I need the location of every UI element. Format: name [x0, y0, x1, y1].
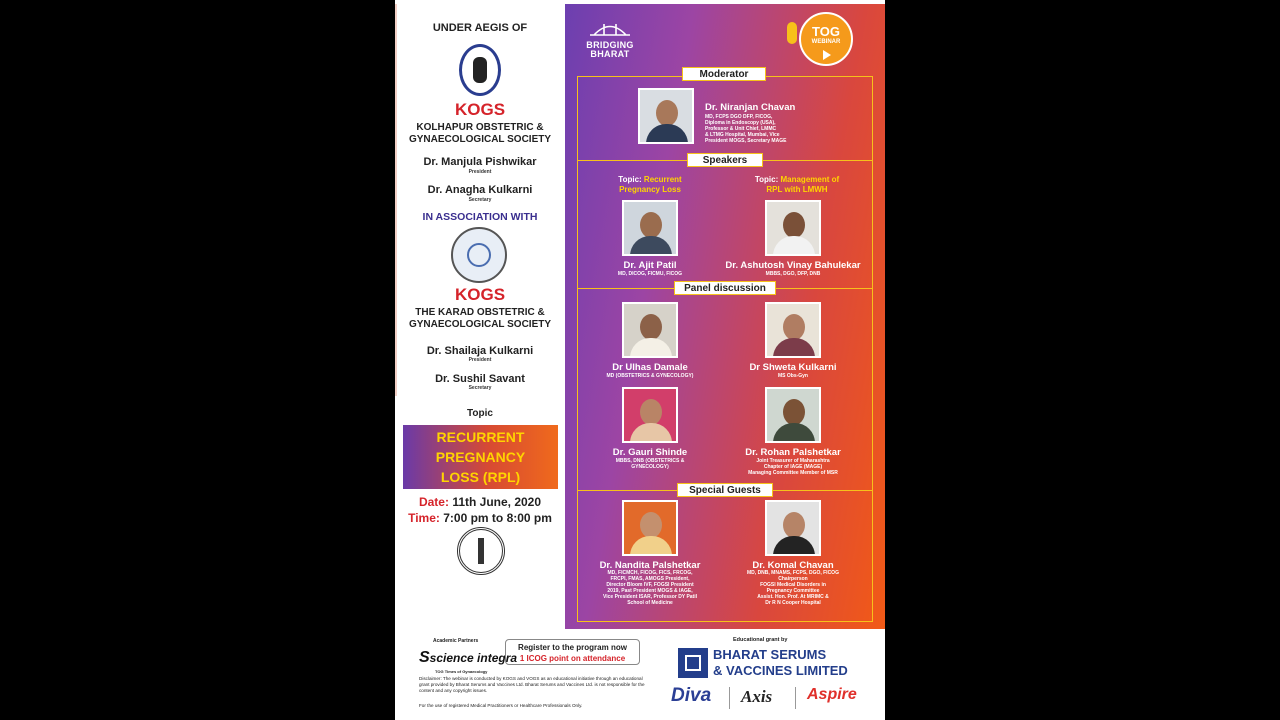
karad-secretary-role: Secretary	[468, 385, 492, 391]
webinar-label: WEBINAR	[811, 39, 841, 45]
panel-heading: Panel discussion	[674, 281, 776, 295]
moderator-credentials: MD, FCPS DGO DFP, FICOG, Diploma in Endoscopy (USA), Professor & Unit Chief, LMMC & LTMG Hospital, Mumbai, Vice President MOGS, Secretary MAGE	[705, 114, 787, 144]
guest-2-name: Dr. Komal Chavan	[752, 560, 834, 571]
karad-president-name: Dr. Shailaja Kulkarni	[426, 345, 534, 357]
date-value: 11th June, 2020	[452, 495, 542, 509]
kogs-karad-title: KOGS	[454, 285, 506, 304]
aspire-brand-logo: Aspire	[807, 686, 857, 703]
guests-heading: Special Guests	[677, 483, 773, 497]
panelist-2-name: Dr Shweta Kulkarni	[749, 362, 837, 373]
bharat-serums-logo-icon	[678, 648, 708, 678]
panelist-1-name: Dr Ulhas Damale	[612, 362, 688, 373]
register-callout[interactable]	[505, 639, 640, 665]
bridge-icon	[588, 20, 632, 36]
moderator-heading: Moderator	[682, 67, 766, 81]
topic-line-1: RECURRENT	[436, 429, 525, 445]
guest-2-photo	[765, 500, 821, 556]
karad-secretary-name: Dr. Sushil Savant	[435, 373, 525, 385]
speaker-2-topic: Topic: Management of RPL with LMWH	[754, 175, 840, 194]
bharat-serums-name: BHARAT SERUMS & VACCINES LIMITED	[713, 647, 848, 678]
panelist-3-name: Dr. Gauri Shinde	[612, 447, 688, 458]
kogs-kolhapur-logo	[459, 44, 501, 96]
register-line-2: 1 ICOG point on attendance	[519, 654, 626, 663]
association-heading: IN ASSOCIATION WITH	[422, 211, 538, 223]
event-time	[395, 511, 565, 525]
play-icon	[823, 50, 831, 60]
kolhapur-society-line2: GYNAECOLOGICAL SOCIETY	[408, 134, 552, 145]
kolhapur-president-name: Dr. Manjula Pishwikar	[423, 156, 537, 168]
kogs-karad-logo	[451, 227, 507, 283]
panelist-4-name: Dr. Rohan Palshetkar	[745, 447, 841, 458]
brand-divider	[795, 687, 796, 709]
kolhapur-society-line1: KOLHAPUR OBSTETRIC &	[416, 122, 544, 133]
microphone-icon	[787, 22, 797, 44]
guest-1-name: Dr. Nandita Palshetkar	[599, 560, 701, 571]
topic-label: Topic	[467, 408, 493, 419]
diva-brand-logo: Diva	[671, 685, 712, 706]
guest-1-credentials: MD, FICMCH, FICOG, FICS, FRCOG, FRCPI, FMAS, AMOGS President, Director Bloom IVF, FOGSI President 2019, Past President MOGS & IAGE, Vice President ISAR, Professor DY Patil School of Medicine	[602, 570, 698, 606]
moderator-photo	[638, 88, 694, 144]
disclaimer-text: Disclaimer: The webinar is conducted by KOGS and VOGS as an educational initiative through an educational grant provided by Bharat Serums and Vaccines Ltd. Bharat Serums and Vaccines Ltd. is not responsible for the content and any copyright issues.	[419, 676, 645, 693]
bharat-word: BHARAT	[590, 49, 630, 59]
panelist-3-photo	[622, 387, 678, 443]
topic-line-2: PREGNANCY	[435, 449, 526, 465]
science-integra-logo: Sscience integra	[419, 649, 518, 666]
panelist-1-photo	[622, 302, 678, 358]
poster-footer	[395, 629, 885, 720]
time-value: 7:00 pm to 8:00 pm	[443, 511, 552, 525]
usage-note: For the use of registered Medical Practitioners or Healthcare Professionals Only.	[419, 703, 583, 708]
speakers-heading: Speakers	[687, 153, 763, 167]
guest-1-photo	[622, 500, 678, 556]
speaker-1-credentials: MD, DICOG, FICMU, FICOG	[617, 271, 683, 277]
panelist-4-credentials: Joint Treasurer of Maharashtra Chapter of IAGE (MAGE) Managing Committee Member of MSR	[748, 458, 838, 476]
karad-society-line1: THE KARAD OBSTETRIC &	[415, 307, 545, 318]
speaker-1-name: Dr. Ajit Patil	[623, 260, 677, 271]
axis-brand-logo: Axis	[741, 687, 773, 706]
moderator-name: Dr. Niranjan Chavan	[705, 102, 796, 113]
kolhapur-secretary-name: Dr. Anagha Kulkarni	[427, 184, 533, 196]
speaker-1-topic: Topic: Recurrent Pregnancy Loss	[618, 175, 682, 194]
event-date	[395, 495, 565, 509]
panelist-4-photo	[765, 387, 821, 443]
educational-grant-label: Educational grant by	[733, 637, 788, 643]
webinar-poster	[395, 0, 885, 720]
science-integra-subtitle: TOG Times of Gynaecology	[435, 669, 488, 674]
speaker-2-credentials: MBBS, DGO, DFP, DNB	[765, 271, 821, 277]
tog-label: TOG	[812, 24, 840, 39]
karad-president-role: President	[468, 357, 492, 363]
organizers-column	[395, 4, 565, 629]
register-line-1: Register to the program now	[518, 643, 627, 652]
panelist-2-photo	[765, 302, 821, 358]
kolhapur-secretary-role: Secretary	[468, 197, 492, 203]
speaker-1-photo	[622, 200, 678, 256]
kogs-kolhapur-title: KOGS	[454, 100, 506, 119]
date-key: Date:	[418, 495, 449, 509]
aegis-heading: UNDER AEGIS OF	[432, 22, 528, 34]
guest-2-credentials: MD, DNB, MNAMS, FCPS, DGO, FICOG Chairperson FOGSI Medical Disorders in Pregnancy Committee Assist. Hon. Prof. At MRIMC & Dr R N Cooper Hospital	[747, 570, 839, 606]
panelist-1-credentials: MD (OBSTETRICS & GYNECOLOGY)	[606, 373, 694, 379]
kolhapur-president-role: President	[468, 169, 492, 175]
bridging-bharat-logo	[580, 20, 640, 59]
speaker-2-name: Dr. Ashutosh Vinay Bahulekar	[725, 260, 861, 271]
academic-partners-label: Academic Partners	[433, 638, 479, 644]
speaker-2-photo	[765, 200, 821, 256]
tog-webinar-badge	[799, 12, 853, 66]
topic-line-3: LOSS (RPL)	[440, 469, 521, 485]
bridging-word: BRIDGING	[586, 40, 634, 50]
icog-logo	[457, 527, 505, 575]
speakers-column	[565, 4, 885, 629]
topic-title-box	[403, 425, 558, 489]
karad-society-line2: GYNAECOLOGICAL SOCIETY	[408, 319, 552, 330]
panelist-3-credentials: MBBS, DNB (OBSTETRICS & GYNECOLOGY)	[615, 458, 685, 470]
time-key: Time:	[408, 511, 440, 525]
panelist-2-credentials: MS Obs-Gyn	[777, 373, 808, 379]
brand-divider	[729, 687, 730, 709]
si-mark-icon: S	[419, 649, 430, 666]
